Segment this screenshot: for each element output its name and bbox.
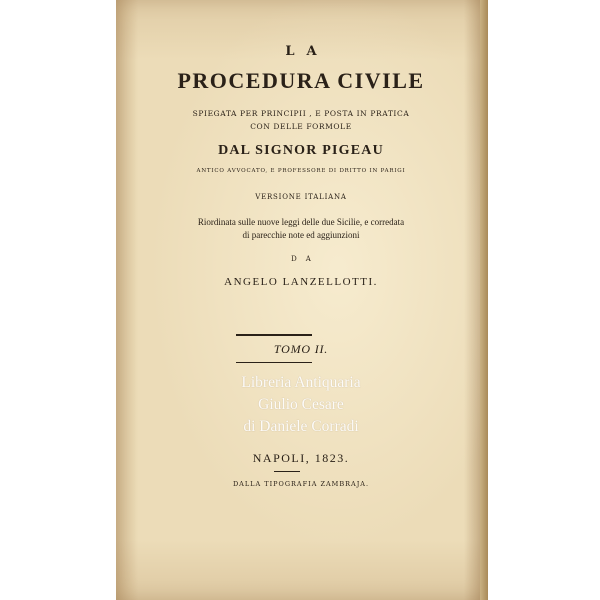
author-name: DAL SIGNOR PIGEAU xyxy=(218,143,384,158)
subtitle-line-2: CON DELLE FORMOLE xyxy=(250,122,352,131)
watermark-line-1: Libreria Antiquaria xyxy=(241,374,361,391)
printer-imprint: DALLA TIPOGRAFIA ZAMBRAJA. xyxy=(232,480,370,488)
author-description: ANTICO AVVOCATO, E PROFESSORE DI DRITTO IN PARIGI xyxy=(196,168,406,174)
book-title: PROCEDURA CIVILE xyxy=(177,68,425,93)
volume-rule-bottom xyxy=(236,362,312,363)
title-article: LA xyxy=(285,44,329,59)
by-label: DA xyxy=(291,255,320,263)
watermark-line-3: di Daniele Corradi xyxy=(243,418,359,435)
translator-name: ANGELO LANZELLOTTI. xyxy=(224,276,378,288)
reorganized-note-line-2: di parecchie note ed aggiunzioni xyxy=(242,230,360,240)
subtitle-line-1: SPIEGATA PER PRINCIPII , E POSTA IN PRATICA xyxy=(192,109,410,118)
version-note: VERSIONE ITALIANA xyxy=(255,193,347,201)
place-and-date: NAPOLI, 1823. xyxy=(252,451,350,465)
volume-label: TOMO II. xyxy=(273,342,329,356)
volume-rule-top xyxy=(236,334,312,336)
reorganized-note-line-1: Riordinata sulle nuove leggi delle due Sicilie, e corredata xyxy=(197,217,405,227)
imprint-rule xyxy=(274,471,300,472)
watermark-line-2: Giulio Cesare xyxy=(258,396,344,413)
